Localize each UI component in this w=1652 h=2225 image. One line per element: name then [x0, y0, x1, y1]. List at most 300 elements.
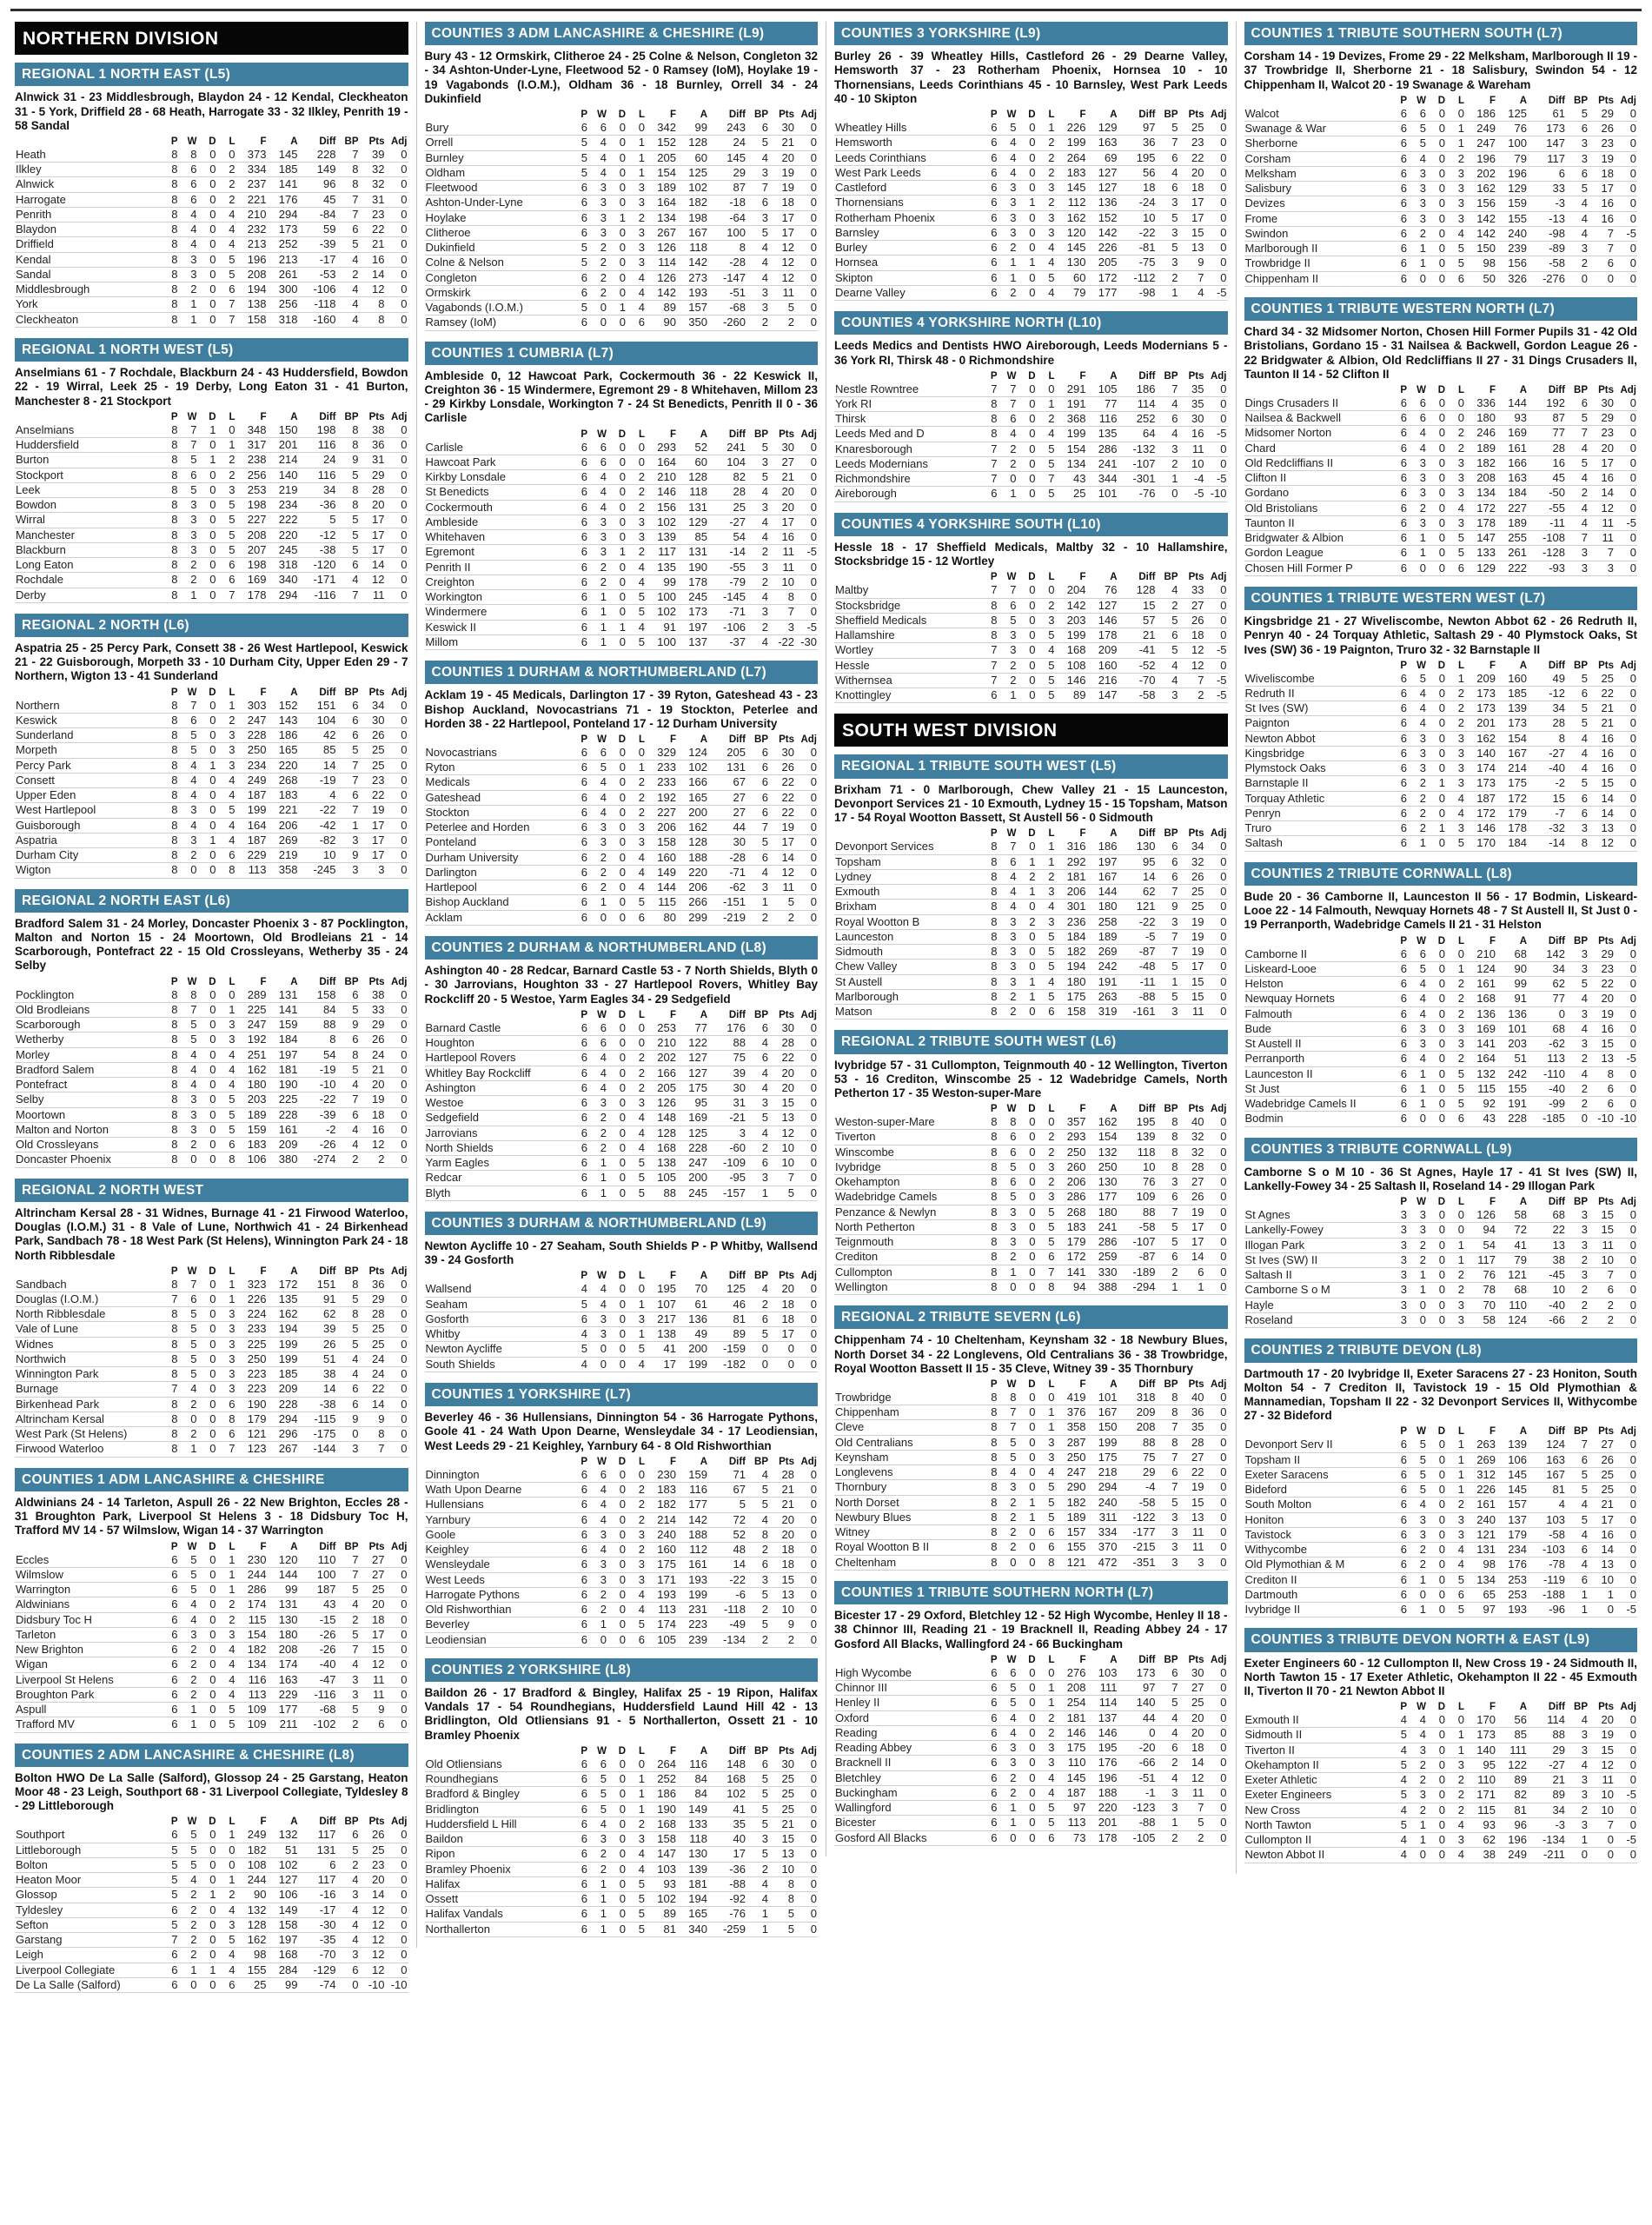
stat-A: 136 [677, 1312, 708, 1326]
stat-A: 142 [1087, 225, 1118, 240]
col-header-W: W [597, 1271, 607, 1282]
stat-BP: 4 [746, 1066, 769, 1080]
league-section [834, 754, 1228, 1020]
stat-W: 2 [588, 575, 607, 589]
stat-F: 115 [236, 1612, 268, 1627]
stat-F: 286 [236, 1583, 268, 1597]
stat-F: 170 [1465, 1713, 1496, 1728]
stat-BP: 2 [746, 1140, 769, 1155]
table-row [15, 588, 408, 602]
col-header-P: P [170, 976, 178, 987]
stat-BP: 4 [337, 1352, 360, 1366]
stat-Diff: 61 [1528, 107, 1566, 122]
table-body [834, 840, 1228, 1020]
table-row [15, 252, 408, 267]
stat-A: 124 [1496, 1312, 1528, 1327]
stat-Pts: 21 [1589, 1498, 1615, 1512]
stat-BP: 4 [1157, 396, 1179, 411]
stat-D: 0 [607, 820, 627, 835]
team-name: Creighton [425, 575, 570, 589]
stat-BP: 3 [1566, 1817, 1589, 1832]
stat-W: 0 [1408, 1298, 1427, 1312]
table-row [1244, 686, 1638, 701]
table-row [15, 1963, 408, 1977]
table-row [834, 1770, 1228, 1785]
stat-L: 4 [1446, 1817, 1465, 1832]
team-name: Old Redcliffians II [1244, 455, 1390, 470]
stat-Pts: 7 [769, 1171, 795, 1186]
stat-D: 0 [1427, 1438, 1446, 1452]
stat-F: 323 [236, 1278, 268, 1292]
stat-L: 1 [1446, 122, 1465, 136]
results-narrative: Acklam 19 - 45 Medicals, Darlington 17 - 39 Ryton, Gateshead 43 - 23 Bishop Auckland, Novocastrians 71 - 19 Stockton, Peterlee and Horden 38 - 22 Hartlepool, Ponteland 17 - 12 Durham University [424, 688, 818, 730]
stat-D: 0 [607, 1051, 627, 1066]
stat-Adj: 0 [1205, 1495, 1228, 1510]
stat-F: 102 [646, 515, 677, 529]
table-row [425, 1572, 819, 1587]
stat-Pts: 10 [769, 1862, 795, 1876]
team-name: Lydney [834, 869, 979, 884]
stat-A: 228 [268, 1107, 299, 1122]
stat-D: 0 [1018, 960, 1037, 974]
col-header-F: F [669, 428, 676, 440]
stat-W: 4 [1408, 151, 1427, 166]
stat-Pts: 6 [1589, 256, 1615, 271]
col-header-L: L [638, 734, 645, 745]
league-section [15, 614, 408, 879]
team-name: Wensleydale [425, 1558, 570, 1572]
stat-Diff: -151 [708, 895, 746, 910]
stat-A: 85 [677, 530, 708, 545]
stat-F: 267 [646, 225, 677, 240]
stat-P: 6 [1389, 501, 1408, 515]
stat-P: 7 [979, 456, 998, 471]
table-row [15, 1078, 408, 1093]
stat-Pts: 25 [1179, 1696, 1205, 1710]
stat-Pts: 12 [360, 1903, 386, 1917]
stat-A: 60 [677, 455, 708, 469]
stat-P: 6 [979, 1725, 998, 1740]
stat-BP: 3 [1566, 1743, 1589, 1757]
stat-Pts: 28 [360, 482, 386, 497]
team-name: Egremont [425, 545, 570, 560]
stat-Adj: 0 [1615, 1558, 1637, 1572]
stat-Pts: 23 [1589, 136, 1615, 151]
stat-L: 3 [1037, 1159, 1056, 1174]
stat-L: 6 [1446, 561, 1465, 575]
stat-Pts: 16 [1589, 196, 1615, 211]
stat-W: 6 [179, 713, 198, 727]
stat-BP: 3 [1566, 1208, 1589, 1223]
team-name: North Dorset [834, 1495, 979, 1510]
stat-L: 0 [627, 455, 646, 469]
stat-A: 106 [268, 1888, 299, 1903]
stat-Diff: -129 [299, 1963, 337, 1977]
col-header-team [834, 1379, 979, 1391]
stat-Pts: 0 [1589, 1603, 1615, 1617]
stat-F: 251 [236, 1047, 268, 1062]
team-name: Thirsk [834, 412, 979, 427]
table-row [1244, 961, 1638, 976]
stat-Pts: 8 [1589, 1066, 1615, 1081]
team-name: York [15, 297, 160, 312]
stat-A: 311 [1087, 1510, 1118, 1524]
stat-W: 4 [588, 470, 607, 485]
stat-BP: 7 [1157, 136, 1179, 150]
team-name: Redruth II [1244, 686, 1390, 701]
col-header-Diff: Diff [319, 1265, 336, 1277]
stat-Pts: 1 [1179, 1279, 1205, 1294]
col-header-Pts: Pts [368, 411, 385, 422]
stat-F: 264 [1056, 150, 1087, 165]
stat-P: 8 [160, 1152, 179, 1167]
stat-L: 4 [1037, 900, 1056, 914]
stat-Adj: 0 [1615, 1803, 1637, 1817]
stat-D: 0 [1018, 583, 1037, 598]
stat-BP: 4 [746, 1126, 769, 1140]
table-row [834, 1391, 1228, 1405]
stat-L: 2 [1446, 716, 1465, 731]
stat-D: 1 [1018, 974, 1037, 989]
team-name: Broughton Park [15, 1687, 160, 1702]
stat-BP: 6 [746, 1757, 769, 1772]
stat-Pts: 25 [1589, 1483, 1615, 1498]
team-name: Bury [425, 121, 570, 136]
stat-Adj: 0 [1205, 1696, 1228, 1710]
stat-W: 3 [1408, 1208, 1427, 1223]
table-body [15, 423, 408, 603]
stat-W: 5 [588, 1802, 607, 1817]
stat-W: 3 [998, 196, 1018, 210]
stat-F: 105 [646, 1632, 677, 1647]
table-row [425, 1772, 819, 1787]
stat-P: 6 [569, 1527, 588, 1542]
stat-Diff: -132 [1118, 442, 1157, 456]
stat-Adj: 0 [386, 988, 408, 1003]
stat-W: 2 [998, 989, 1018, 1004]
stat-A: 51 [268, 1843, 299, 1857]
stat-P: 6 [569, 485, 588, 500]
table-row [15, 988, 408, 1003]
stat-BP: 2 [337, 1152, 360, 1167]
stat-Diff: 117 [299, 1873, 337, 1888]
stat-F: 114 [646, 256, 677, 270]
stat-Adj: 0 [1205, 1391, 1228, 1405]
table-row [1244, 166, 1638, 181]
stat-Pts: 3 [1179, 1555, 1205, 1570]
table-row [15, 1903, 408, 1917]
stat-BP: 5 [1566, 107, 1589, 122]
team-name: Colne & Nelson [425, 256, 570, 270]
stat-Pts: 13 [1589, 821, 1615, 836]
stat-Pts: 16 [360, 1122, 386, 1137]
stat-Pts: 15 [1179, 1495, 1205, 1510]
team-name: Bude [1244, 1021, 1390, 1036]
stat-Pts: 21 [1589, 701, 1615, 716]
stat-BP: 7 [746, 820, 769, 835]
table-row [15, 528, 408, 542]
stat-L: 2 [217, 163, 236, 177]
stat-P: 3 [1389, 1252, 1408, 1267]
team-name: Dukinfield [425, 241, 570, 256]
team-name: St Ives (SW) II [1244, 1252, 1390, 1267]
stat-Diff: 26 [299, 1337, 337, 1352]
stat-P: 8 [160, 222, 179, 237]
col-header-BP: BP [344, 976, 359, 987]
col-header-D: D [209, 1265, 216, 1277]
table-row [1244, 1252, 1638, 1267]
stat-A: 167 [677, 225, 708, 240]
stat-P: 6 [979, 1816, 998, 1830]
stat-D: 0 [198, 1322, 217, 1337]
table-row [834, 643, 1228, 658]
stat-F: 194 [236, 282, 268, 297]
team-name: Cullompton [834, 1265, 979, 1279]
stat-Adj: 0 [795, 1021, 818, 1036]
league-title: COUNTIES 1 TRIBUTE WESTERN WEST (L7) [1244, 587, 1638, 610]
stat-D: 0 [607, 605, 627, 620]
stat-P: 8 [160, 1337, 179, 1352]
col-header-W: W [1416, 1702, 1426, 1713]
stat-Pts: 25 [360, 758, 386, 773]
stat-Pts: 19 [360, 1093, 386, 1107]
stat-F: 180 [1056, 974, 1087, 989]
stat-L: 2 [1037, 1725, 1056, 1740]
stat-BP: 7 [1157, 945, 1179, 960]
stat-W: 2 [179, 1643, 198, 1657]
stat-A: 188 [677, 850, 708, 865]
stat-Pts: 20 [360, 1597, 386, 1612]
table-row [15, 558, 408, 573]
team-name: Acklam [425, 910, 570, 925]
league-table [15, 977, 408, 1168]
stat-L: 3 [217, 743, 236, 758]
stat-F: 164 [646, 455, 677, 469]
stat-W: 3 [998, 1235, 1018, 1250]
table-row [15, 1278, 408, 1292]
team-name: Leodiensian [425, 1632, 570, 1647]
stat-BP: 3 [1566, 821, 1589, 836]
table-row [834, 658, 1228, 673]
stat-BP: 3 [1566, 242, 1589, 256]
stat-BP: 2 [1157, 1265, 1179, 1279]
team-name: Ossett [425, 1892, 570, 1907]
stat-L: 0 [627, 746, 646, 760]
team-name: Upper Eden [15, 788, 160, 803]
stat-A: 318 [268, 312, 299, 327]
stat-BP: 3 [337, 1672, 360, 1687]
stat-Adj: 0 [1205, 241, 1228, 256]
stat-W: 4 [179, 222, 198, 237]
stat-Diff: -40 [1528, 1081, 1566, 1096]
stat-BP: 2 [1566, 1312, 1589, 1327]
stat-Adj: 0 [1205, 1235, 1228, 1250]
stat-D: 0 [1018, 181, 1037, 196]
stat-A: 84 [677, 1787, 708, 1802]
stat-P: 8 [160, 312, 179, 327]
table-row [834, 136, 1228, 150]
stat-L: 3 [627, 181, 646, 196]
stat-BP: 3 [1566, 546, 1589, 561]
stat-D: 0 [1427, 1066, 1446, 1081]
stat-L: 6 [217, 1138, 236, 1152]
stat-A: 267 [268, 1442, 299, 1457]
stat-Adj: 0 [1205, 1801, 1228, 1816]
stat-Diff: 8 [299, 1033, 337, 1047]
table-row [425, 1021, 819, 1036]
stat-D: 0 [1018, 1145, 1037, 1159]
stat-Diff: 117 [1528, 151, 1566, 166]
stat-L: 1 [1037, 1420, 1056, 1435]
table-row [1244, 731, 1638, 746]
team-name: Marlborough II [1244, 242, 1390, 256]
stat-F: 252 [646, 1772, 677, 1787]
stat-L: 4 [1037, 285, 1056, 300]
league-section [834, 311, 1228, 502]
stat-L: 2 [627, 1817, 646, 1831]
table-row [834, 900, 1228, 914]
stat-L: 4 [217, 1672, 236, 1687]
stat-Diff: 77 [1528, 426, 1566, 441]
stat-L: 3 [1446, 821, 1465, 836]
col-header-BP: BP [754, 1271, 768, 1282]
col-header-F: F [1489, 660, 1496, 671]
stat-BP: 4 [337, 1367, 360, 1382]
stat-Adj: 0 [795, 136, 818, 150]
stat-BP: 5 [1566, 716, 1589, 731]
team-name: Chard [1244, 441, 1390, 455]
stat-Adj: 0 [1205, 929, 1228, 944]
stat-F: 210 [236, 207, 268, 222]
col-header-L: L [229, 136, 236, 147]
team-name: Launceston [834, 929, 979, 944]
stat-D: 0 [198, 1627, 217, 1642]
stat-L: 3 [627, 1527, 646, 1542]
team-name: Chosen Hill Former P [1244, 561, 1390, 575]
col-header-Adj: Adj [1210, 1654, 1227, 1665]
stat-L: 0 [1446, 1713, 1465, 1728]
stat-D: 0 [198, 558, 217, 573]
stat-Diff: -19 [299, 1062, 337, 1077]
team-name: Selby [15, 1093, 160, 1107]
league-table [425, 1746, 819, 1937]
stat-Diff: -74 [299, 1977, 337, 1992]
stat-W: 3 [998, 945, 1018, 960]
stat-F: 148 [646, 1111, 677, 1126]
col-header-Pts: Pts [1598, 1426, 1614, 1438]
stat-A: 121 [1496, 1268, 1528, 1283]
stat-Diff: 10 [1118, 210, 1157, 225]
col-header-L: L [1048, 1378, 1055, 1390]
stat-L: 5 [217, 1933, 236, 1948]
stat-Pts: 17 [1179, 196, 1205, 210]
stat-W: 4 [179, 758, 198, 773]
stat-F: 293 [1056, 1130, 1087, 1145]
stat-Adj: 0 [795, 790, 818, 805]
results-narrative: Altrincham Kersal 28 - 31 Widnes, Burnage 41 - 21 Firwood Waterloo, Douglas (I.O.M.) 31 - 8 Vale of Lune, Northwich 41 - 24 Birkenhead Park, Sandbach 78 - 18 West Park (St Helens), Winnington Park 24 - 18 North Ribblesdale [15, 1205, 408, 1262]
stat-A: 69 [1087, 150, 1118, 165]
stat-A: 137 [1496, 1512, 1528, 1527]
stat-Pts: 8 [769, 1876, 795, 1891]
table-head [1244, 936, 1638, 947]
stat-L: 4 [1446, 1848, 1465, 1863]
team-name: Northallerton [425, 1922, 570, 1936]
stat-L: 5 [217, 267, 236, 282]
stat-Diff: 49 [1528, 672, 1566, 687]
stat-A: 222 [1496, 561, 1528, 575]
stat-A: 228 [1496, 1112, 1528, 1126]
stat-Adj: 0 [1205, 196, 1228, 210]
stat-L: 3 [1037, 181, 1056, 196]
stat-D: 1 [1427, 776, 1446, 791]
stat-BP: 7 [1157, 1420, 1179, 1435]
stat-BP: 9 [1157, 900, 1179, 914]
stat-D: 0 [1018, 1175, 1037, 1190]
stat-BP: 1 [1157, 974, 1179, 989]
stat-F: 154 [236, 1627, 268, 1642]
stat-F: 97 [1465, 1603, 1496, 1617]
team-name: Douglas (I.O.M.) [15, 1292, 160, 1306]
stat-P: 8 [160, 848, 179, 863]
stat-P: 8 [979, 840, 998, 854]
stat-L: 4 [1446, 791, 1465, 806]
team-name: Heath [15, 148, 160, 163]
stat-A: 186 [268, 728, 299, 743]
stat-Adj: -5 [1205, 285, 1228, 300]
stat-L: 5 [1446, 531, 1465, 546]
col-header-W: W [1006, 1654, 1017, 1665]
table-row [1244, 1097, 1638, 1112]
stat-F: 187 [236, 788, 268, 803]
stat-BP: 8 [1157, 1405, 1179, 1420]
stat-P: 8 [979, 914, 998, 929]
table-row [15, 1062, 408, 1077]
stat-P: 8 [160, 453, 179, 468]
stat-P: 6 [1389, 1572, 1408, 1587]
stat-BP: 8 [337, 1307, 360, 1322]
stat-Adj: 0 [386, 482, 408, 497]
stat-Diff: 118 [1118, 1145, 1157, 1159]
stat-D: 0 [1018, 121, 1037, 136]
team-name: Goole [425, 1527, 570, 1542]
stat-F: 147 [646, 1847, 677, 1862]
stat-D: 1 [607, 210, 627, 225]
stat-Adj: 0 [1205, 1450, 1228, 1465]
team-name: Exeter Athletic [1244, 1773, 1390, 1788]
stat-Pts: 11 [1589, 515, 1615, 530]
col-header-A: A [1110, 828, 1118, 840]
table-row [425, 1140, 819, 1155]
stat-L: 1 [1446, 1452, 1465, 1467]
table-row [15, 297, 408, 312]
table-header-row [1244, 661, 1638, 672]
stat-Diff: 195 [1118, 1115, 1157, 1130]
table-row [425, 835, 819, 850]
stat-F: 250 [236, 1352, 268, 1366]
stat-P: 8 [979, 1145, 998, 1159]
stat-Diff: 35 [708, 1817, 746, 1831]
stat-W: 3 [179, 803, 198, 818]
stat-Pts: 12 [769, 1126, 795, 1140]
stat-Adj: 0 [1615, 1298, 1637, 1312]
stat-BP: 5 [337, 1322, 360, 1337]
stat-BP: 3 [1157, 1525, 1179, 1540]
stat-BP: 4 [746, 865, 769, 880]
stat-Adj: 0 [1615, 761, 1637, 776]
stat-Pts: 2 [1589, 1312, 1615, 1327]
col-header-D: D [1028, 1104, 1036, 1115]
stat-Diff: -211 [1528, 1848, 1566, 1863]
